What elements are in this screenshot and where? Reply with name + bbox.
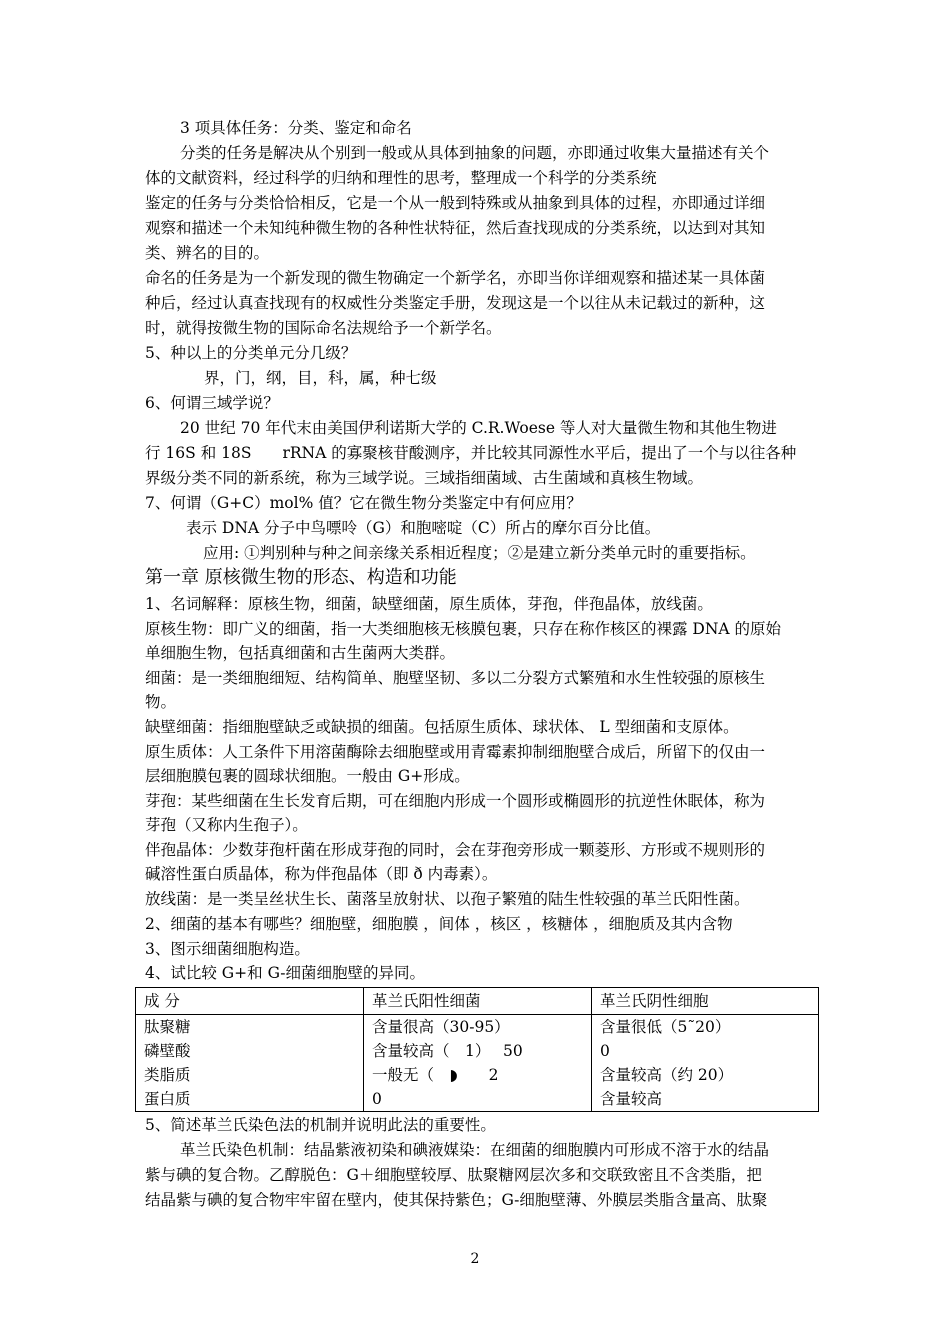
chapter-heading: 第一章 原核微生物的形态、构造和功能 (145, 567, 457, 588)
table-header-cell: 革兰氏阳性细菌 (364, 988, 592, 1015)
text-line: 分类的任务是解决从个别到一般或从具体到抽象的问题，亦即通过收集大量描述有关个 (180, 144, 770, 162)
table-row (136, 1015, 819, 1040)
text-line: 紫与碘的复合物。乙醇脱色：G＋细胞壁较厚、肽聚糖网层次多和交联致密且不含类脂，把 (145, 1166, 762, 1184)
text-line: 鉴定的任务与分类恰恰相反，它是一个从一般到特殊或从抽象到具体的过程，亦即通过详细 (145, 194, 766, 212)
question-heading: 2、细菌的基本有哪些？细胞壁，细胞膜 ，间体 ，核区 ，核糖体 ，细胞质及其内含物 (145, 915, 733, 933)
text-line: 芽孢：某些细菌在生长发育后期，可在细胞内形成一个圆形或椭圆形的抗逆性休眠体，称为 (145, 792, 766, 810)
text-line: 结晶紫与碘的复合物牢牢留在壁内，使其保持紫色；G-细胞壁薄、外膜层类脂含量高、肽聚 (145, 1191, 768, 1209)
question-heading: 1、名词解释：原核生物，细菌，缺壁细菌，原生质体，芽孢，伴孢晶体，放线菌。 (145, 595, 713, 613)
text-line: 3 项具体任务：分类、鉴定和命名 (180, 119, 412, 137)
text-line: 表示 DNA 分子中鸟嘌呤（G）和胞嘧啶（C）所占的摩尔百分比值。 (186, 519, 661, 537)
text-line: 界级分类不同的新系统，称为三域学说。三域指细菌域、古生菌域和真核生物域。 (145, 469, 704, 487)
text-line: 碱溶性蛋白质晶体，称为伴孢晶体（即 ð 内毒素）。 (145, 865, 498, 883)
text-line: 应用: ①判别种与种之间亲缘关系相近程度；②是建立新分类单元时的重要指标。 (203, 544, 756, 562)
text-line: 物。 (145, 693, 177, 711)
text-line: 单细胞生物，包括真细菌和古生菌两大类群。 (145, 644, 456, 662)
text-line: 层细胞膜包裹的圆球状细胞。一般由 G+形成。 (145, 767, 470, 785)
question-heading: 5、种以上的分类单元分几级？ (145, 344, 357, 362)
text-line: 芽孢（又称内生孢子）。 (145, 816, 308, 834)
table-header-cell: 革兰氏阴性细胞 (592, 988, 819, 1015)
comparison-table (135, 987, 819, 1112)
text-line: 革兰氏染色机制：结晶紫液初染和碘液媒染：在细菌的细胞膜内可形成不溶于水的结晶 (180, 1141, 770, 1159)
text-line: 种后，经过认真查找现有的权威性分类鉴定手册，发现这是一个以往从未记载过的新种，这 (145, 294, 766, 312)
table-cell: 含量较高（约 20） (592, 1063, 819, 1087)
text-line: 界，门，纲，目，科，属，种七级 (204, 369, 437, 387)
question-heading: 4、试比较 G+和 G-细菌细胞壁的异同。 (145, 964, 425, 982)
question-heading: 7、何谓（G+C）mol% 值？它在微生物分类鉴定中有何应用？ (145, 494, 582, 512)
text-line: 伴孢晶体：少数芽孢杆菌在形成芽孢的同时，会在芽孢旁形成一颗菱形、方形或不规则形的 (145, 841, 766, 859)
table-cell: 肽聚糖 (136, 1015, 364, 1040)
table-cell: 磷壁酸 (136, 1039, 364, 1063)
question-heading: 6、何谓三域学说？ (145, 394, 279, 412)
table-cell: 一般无（ ◗ 2 (364, 1063, 592, 1087)
text-line: 缺壁细菌：指细胞壁缺乏或缺损的细菌。包括原生质体、球状体、 L 型细菌和支原体。 (145, 718, 739, 736)
table-cell: 蛋白质 (136, 1087, 364, 1112)
text-line: 命名的任务是为一个新发现的微生物确定一个新学名，亦即当你详细观察和描述某一具体菌 (145, 269, 766, 287)
text-line: 原生质体：人工条件下用溶菌酶除去细胞壁或用青霉素抑制细胞壁合成后，所留下的仅由一 (145, 743, 766, 761)
table-row (136, 1087, 819, 1112)
text-line: 类、辨名的目的。 (145, 244, 270, 262)
text-line: 细菌：是一类细胞细短、结构简单、胞壁坚韧、多以二分裂方式繁殖和水生性较强的原核生 (145, 669, 766, 687)
table-cell: 类脂质 (136, 1063, 364, 1087)
table-cell: 0 (592, 1039, 819, 1063)
text-line: 观察和描述一个未知纯种微生物的各种性状特征，然后查找现成的分类系统，以达到对其知 (145, 219, 766, 237)
text-line: 20 世纪 70 年代末由美国伊利诺斯大学的 C.R.Woese 等人对大量微生物和其他生物进 (180, 419, 777, 437)
table-cell: 含量较高 (592, 1087, 819, 1112)
table-header-row (136, 988, 819, 1015)
table-row (136, 1039, 819, 1063)
text-line: 体的文献资料，经过科学的归纳和理性的思考，整理成一个科学的分类系统 (145, 169, 657, 187)
table-header-cell: 成 分 (136, 988, 364, 1015)
text-line: 时，就得按微生物的国际命名法规给予一个新学名。 (145, 319, 502, 337)
text-line: 放线菌：是一类呈丝状生长、菌落呈放射状、以孢子繁殖的陆生性较强的革兰氏阳性菌。 (145, 890, 750, 908)
text-line: 原核生物：即广义的细菌，指一大类细胞核无核膜包裹，只存在称作核区的裸露 DNA 的原始 (145, 620, 782, 638)
question-heading: 5、简述革兰氏染色法的机制并说明此法的重要性。 (145, 1116, 496, 1134)
table-cell: 含量较高（ 1） 50 (364, 1039, 592, 1063)
table-cell: 含量很高（30-95） (364, 1015, 592, 1040)
text-line: 行 16S 和 18S rRNA 的寡聚核苷酸测序，并比较其同源性水平后，提出了一个与以往各种 (145, 444, 797, 462)
table-cell: 0 (364, 1087, 592, 1112)
table-cell: 含量很低（5˜20） (592, 1015, 819, 1040)
table-row (136, 1063, 819, 1087)
page-number: 2 (470, 1251, 480, 1267)
question-heading: 3、图示细菌细胞构造。 (145, 940, 310, 958)
